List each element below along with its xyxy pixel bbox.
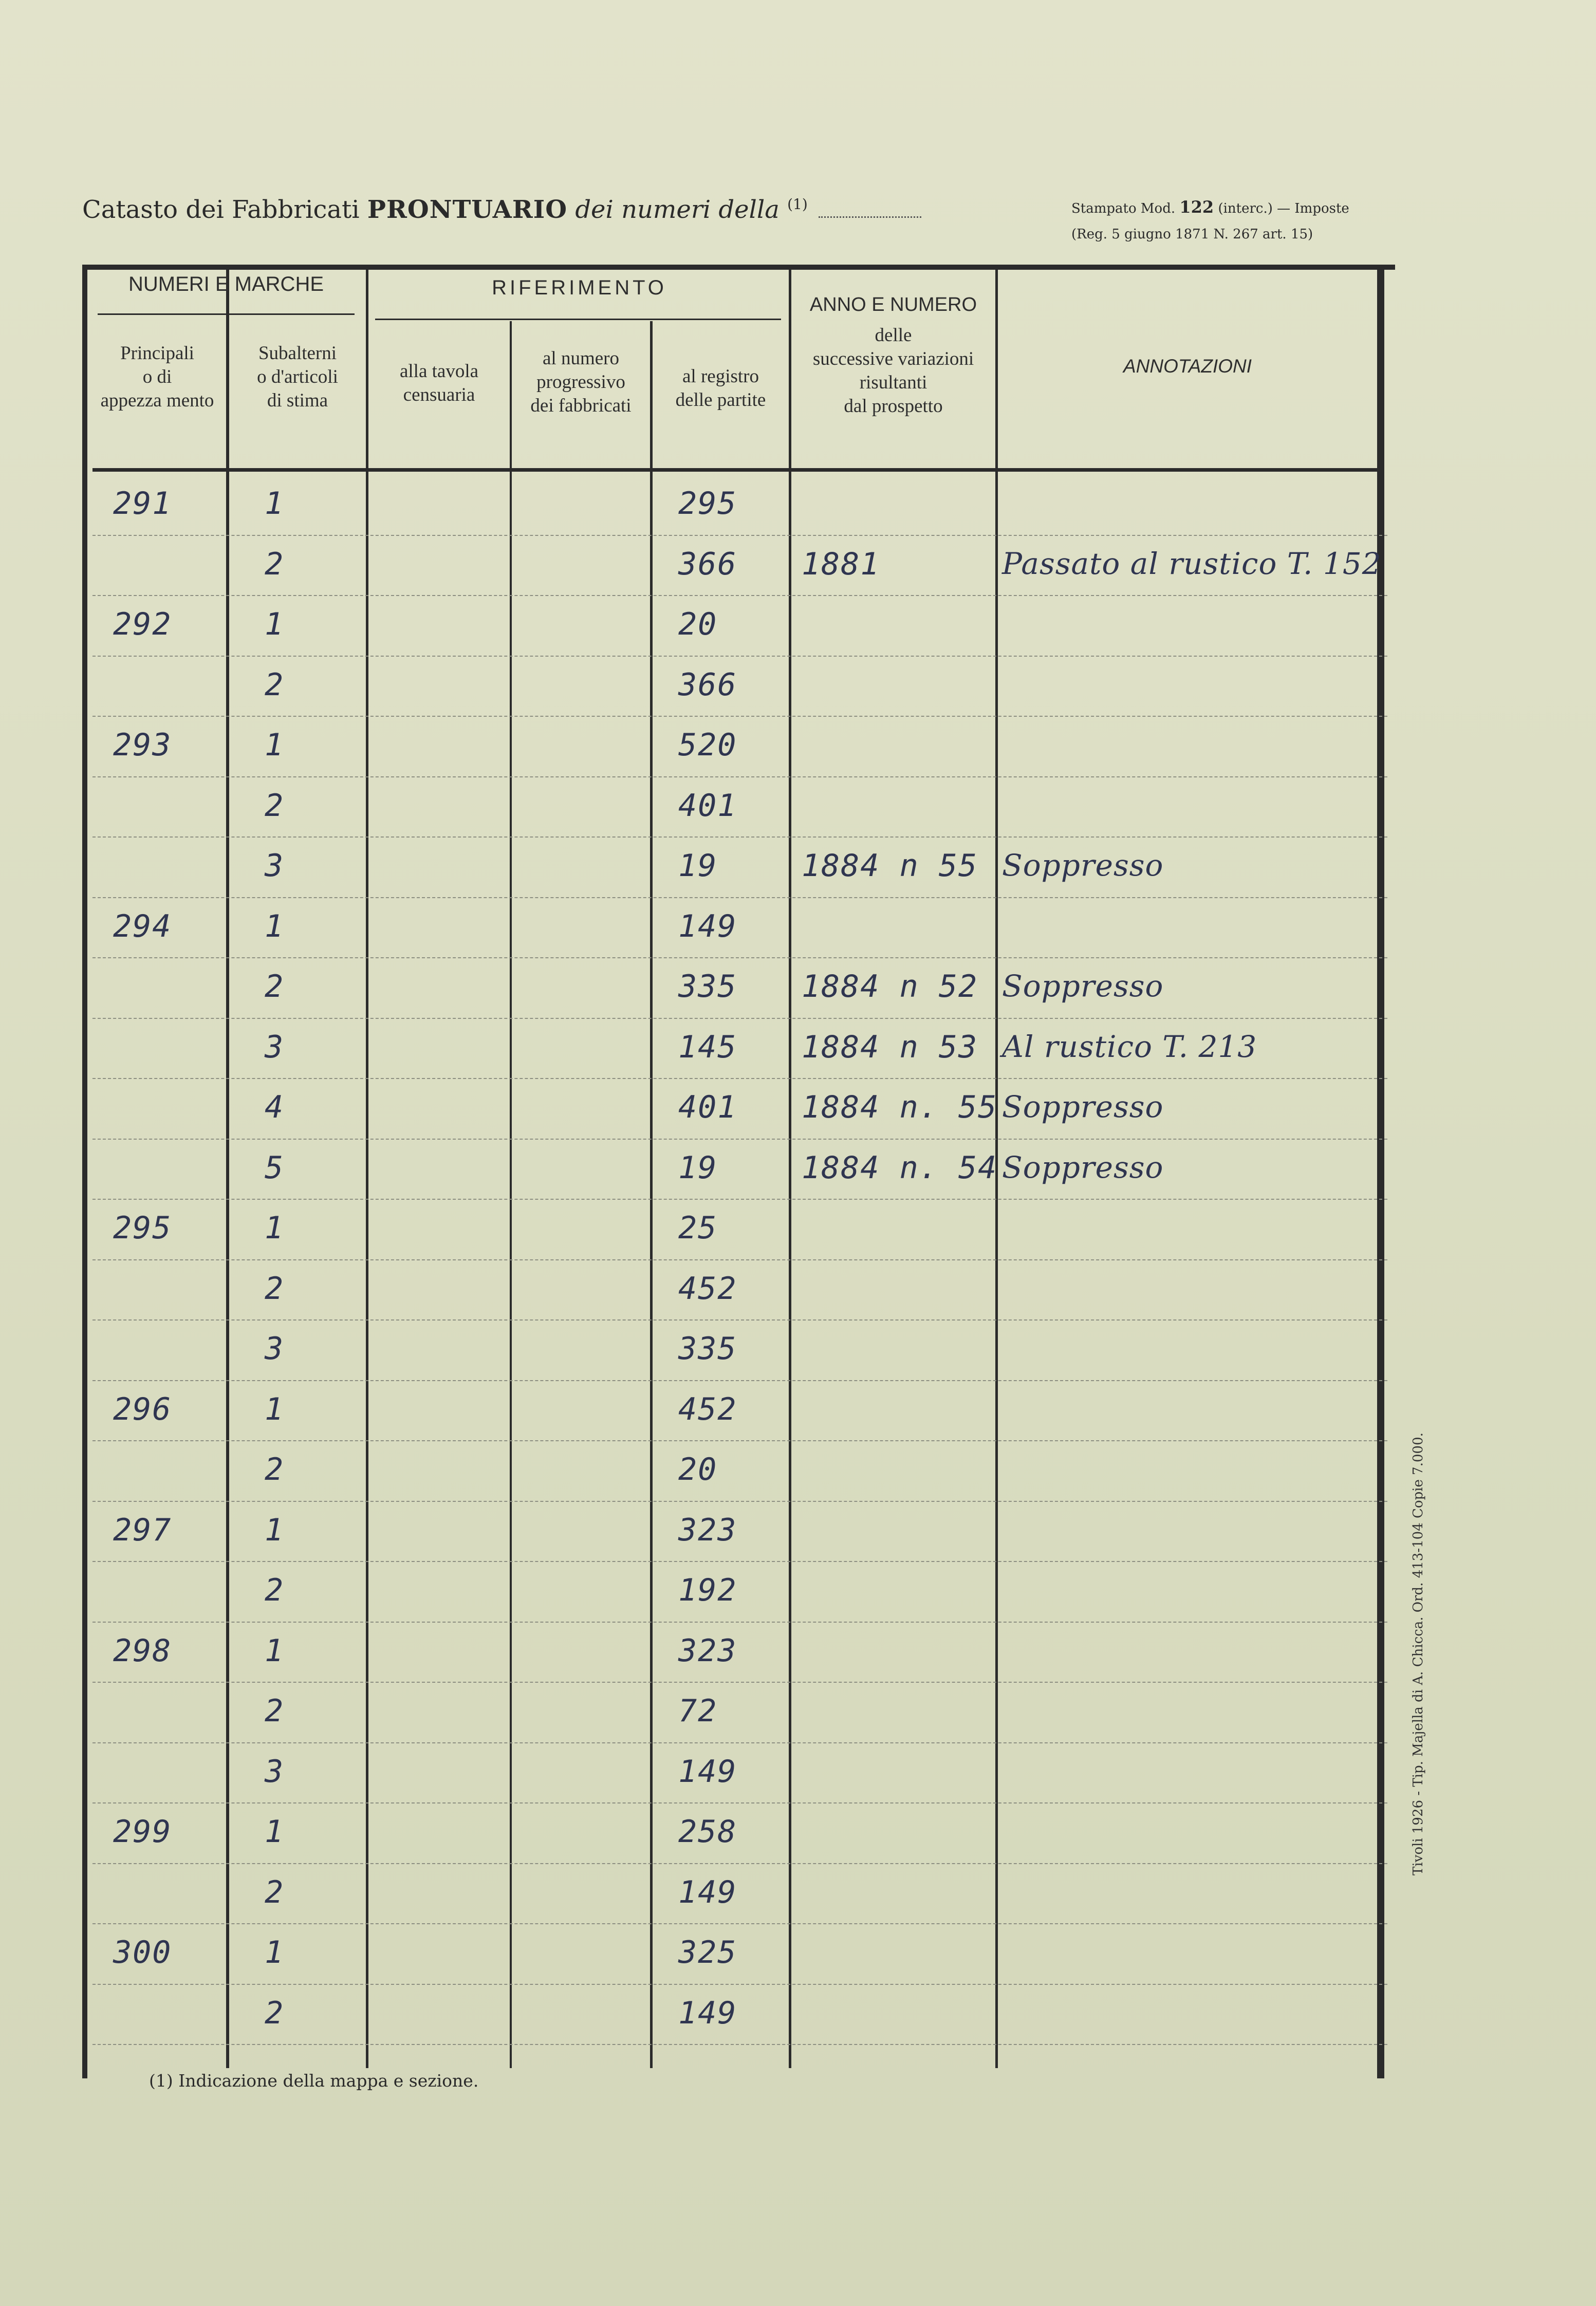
header-numeri-marche: NUMERI E MARCHE xyxy=(128,273,324,295)
registro-cell: 335 xyxy=(678,969,737,1005)
table-row xyxy=(82,1683,1377,1743)
principale-cell: 296 xyxy=(113,1391,172,1427)
table-row xyxy=(82,777,1377,838)
registro-cell: 192 xyxy=(678,1572,737,1608)
table-row xyxy=(82,1321,1377,1381)
subalterno-cell: 3 xyxy=(265,1753,285,1790)
table-row xyxy=(82,1803,1377,1864)
header-anno-sub: delle successive variazioni risultanti dal prospetto xyxy=(812,325,974,417)
subalterno-cell: 2 xyxy=(265,787,285,824)
registro-cell: 452 xyxy=(678,1391,737,1427)
subalterno-cell: 2 xyxy=(265,666,285,703)
anno-cell: 1881 xyxy=(802,546,880,582)
registro-cell: 335 xyxy=(678,1331,737,1367)
anno-cell: 1884 n 52 xyxy=(802,969,978,1005)
table-row xyxy=(82,1019,1377,1080)
header-subalterni: Subalterni o d'articoli di stima xyxy=(257,343,338,411)
table-row xyxy=(82,958,1377,1019)
subalterno-cell: 2 xyxy=(265,546,285,582)
principale-cell: 300 xyxy=(113,1935,172,1970)
table-row xyxy=(82,1381,1377,1442)
table-top-rule xyxy=(82,265,1395,270)
registro-cell: 149 xyxy=(678,908,737,944)
registro-cell: 366 xyxy=(678,666,737,703)
table-row xyxy=(82,1985,1377,2045)
registro-cell: 520 xyxy=(678,727,737,763)
table-row xyxy=(82,1864,1377,1925)
table-row xyxy=(82,1441,1377,1502)
subalterno-cell: 1 xyxy=(265,1512,285,1548)
subalterno-cell: 3 xyxy=(265,1331,285,1367)
table-row xyxy=(82,536,1382,597)
subalterno-cell: 2 xyxy=(265,1270,285,1307)
table-row xyxy=(82,1079,1377,1140)
table-row xyxy=(82,1623,1377,1683)
table-row xyxy=(82,657,1377,717)
table-row xyxy=(82,898,1377,959)
header-tavola: alla tavola censuaria xyxy=(399,361,479,405)
registro-cell: 452 xyxy=(678,1270,737,1307)
subalterno-cell: 1 xyxy=(265,1391,285,1427)
table-row xyxy=(82,1260,1377,1321)
title-bold: PRONTUARIO xyxy=(367,195,568,224)
header-riferimento: RIFERIMENTO xyxy=(492,276,667,299)
annotazione-cell: Soppresso xyxy=(1002,969,1164,1003)
anno-cell: 1884 n 53 xyxy=(802,1029,978,1065)
registro-cell: 19 xyxy=(678,1149,718,1186)
annotazione-cell: Soppresso xyxy=(1002,1149,1164,1185)
registro-cell: 295 xyxy=(678,486,737,522)
subalterno-cell: 3 xyxy=(265,1029,285,1065)
group2-rule xyxy=(375,319,781,320)
principale-cell: 294 xyxy=(113,908,172,944)
registro-cell: 19 xyxy=(678,848,718,884)
principale-cell: 295 xyxy=(113,1210,172,1246)
registro-cell: 149 xyxy=(678,1753,737,1790)
table-row xyxy=(82,596,1377,657)
subalterno-cell: 2 xyxy=(265,1995,285,2031)
print-stamp xyxy=(1071,194,1349,247)
subalterno-cell: 5 xyxy=(265,1149,285,1186)
group1-rule xyxy=(98,313,355,315)
registro-cell: 72 xyxy=(678,1693,718,1729)
annotazione-cell: Soppresso xyxy=(1002,1089,1164,1124)
stamp-line-2: (Reg. 5 giugno 1871 N. 267 art. 15) xyxy=(1071,227,1313,242)
table-row xyxy=(82,1200,1377,1260)
subalterno-cell: 3 xyxy=(265,848,285,884)
annotazione-cell: Al rustico T. 213 xyxy=(1002,1029,1257,1064)
stamp-model-suffix: (interc.) — Imposte xyxy=(1218,201,1349,216)
subalterno-cell: 2 xyxy=(265,1572,285,1608)
stamp-model-label: Stampato Mod. xyxy=(1071,201,1176,216)
header-numero-progressivo: al numero progressivo dei fabbricati xyxy=(530,348,632,416)
subalterno-cell: 1 xyxy=(265,1210,285,1246)
title-fill-line xyxy=(819,216,921,218)
register-table xyxy=(82,265,1395,2078)
title-footnote-mark: (1) xyxy=(787,196,808,213)
registro-cell: 325 xyxy=(678,1935,737,1970)
registro-cell: 149 xyxy=(678,1995,737,2031)
subalterno-cell: 1 xyxy=(265,606,285,642)
row-divider xyxy=(92,2044,1387,2045)
stamp-model-number: 122 xyxy=(1179,197,1214,217)
registro-cell: 149 xyxy=(678,1874,737,1910)
principale-cell: 297 xyxy=(113,1512,172,1548)
principale-cell: 291 xyxy=(113,486,172,522)
subalterno-cell: 1 xyxy=(265,1935,285,1970)
header-annotazioni: ANNOTAZIONI xyxy=(1123,356,1252,377)
subalterno-cell: 1 xyxy=(265,727,285,763)
principale-cell: 299 xyxy=(113,1814,172,1850)
subalterno-cell: 4 xyxy=(265,1089,285,1125)
title-regular: Catasto dei Fabbricati xyxy=(82,195,360,224)
table-row xyxy=(82,1502,1377,1563)
table-row xyxy=(82,1743,1377,1804)
footnote: (1) Indicazione della mappa e sezione. xyxy=(149,2071,479,2091)
table-row xyxy=(82,475,1377,536)
anno-cell: 1884 n. 54 xyxy=(802,1149,998,1186)
subalterno-cell: 1 xyxy=(265,908,285,944)
subalterno-cell: 1 xyxy=(265,1632,285,1669)
annotazione-cell: Soppresso xyxy=(1002,848,1164,883)
table-row xyxy=(82,1140,1377,1200)
registro-cell: 401 xyxy=(678,1089,737,1125)
subalterno-cell: 2 xyxy=(265,1874,285,1910)
printer-imprint: Tivoli 1926 - Tip. Majella di A. Chicca. Ord. 413-104 Copie 7.000. xyxy=(1411,1433,1426,1875)
header-anno-numero: ANNO E NUMERO xyxy=(809,294,977,315)
registro-cell: 323 xyxy=(678,1632,737,1669)
table-row xyxy=(82,1924,1377,1985)
subalterno-cell: 2 xyxy=(265,1693,285,1729)
subalterno-cell: 2 xyxy=(265,969,285,1005)
registro-cell: 258 xyxy=(678,1814,737,1850)
registro-cell: 323 xyxy=(678,1512,737,1548)
registro-cell: 401 xyxy=(678,787,737,824)
annotazione-cell: Passato al rustico T. 152 xyxy=(1002,546,1382,581)
registro-cell: 20 xyxy=(678,1452,718,1487)
table-right-rule xyxy=(1377,265,1384,2078)
subalterno-cell: 1 xyxy=(265,1814,285,1850)
principale-cell: 292 xyxy=(113,606,172,642)
table-row xyxy=(82,838,1377,898)
table-row xyxy=(82,1562,1377,1623)
registro-cell: 20 xyxy=(678,606,718,642)
page-title xyxy=(82,195,921,224)
anno-cell: 1884 n 55 xyxy=(802,848,978,884)
registro-cell: 366 xyxy=(678,546,737,582)
subalterno-cell: 1 xyxy=(265,486,285,522)
registro-cell: 145 xyxy=(678,1029,737,1065)
subalterno-cell: 2 xyxy=(265,1452,285,1487)
principale-cell: 298 xyxy=(113,1632,172,1669)
header-principali: Principali o di appezza mento xyxy=(100,343,214,411)
stamp-line-1 xyxy=(1071,194,1349,221)
header-bottom-rule xyxy=(92,468,1377,472)
title-italic: dei numeri della xyxy=(575,195,780,224)
table-row xyxy=(82,717,1377,777)
header-registro: al registro delle partite xyxy=(675,366,766,411)
anno-cell: 1884 n. 55 xyxy=(802,1089,998,1125)
registro-cell: 25 xyxy=(678,1210,718,1246)
principale-cell: 293 xyxy=(113,727,172,763)
